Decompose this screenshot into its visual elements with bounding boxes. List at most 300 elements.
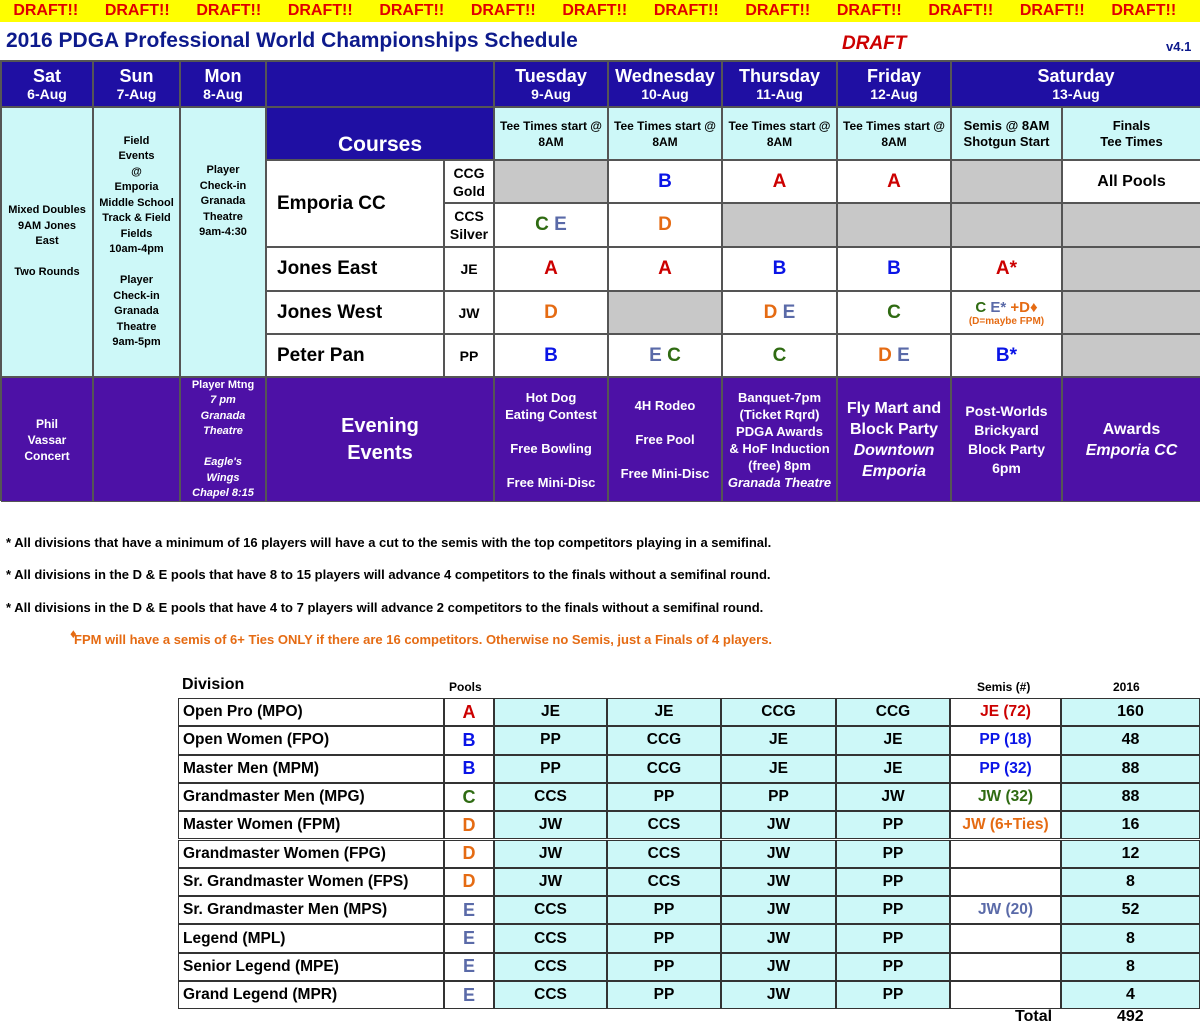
day-name: Mon <box>204 66 242 86</box>
semis-line: Semis @ 8AM <box>963 117 1050 133</box>
text-line: East <box>35 235 59 248</box>
note-2: * All divisions in the D & E pools that have 8 to 15 players will advance 4 competitors to the finals without a semifinal round. <box>6 567 771 582</box>
diamond-icon: ♦ <box>70 626 77 641</box>
pool-letters-colored: E C <box>649 344 681 366</box>
division-cell-count: 4 <box>1061 981 1200 1009</box>
division-row <box>178 698 1200 726</box>
evening-sat2 <box>951 377 1062 502</box>
pool-cell-je <box>1062 247 1200 291</box>
pool-letters-colored: A <box>772 170 787 192</box>
pool-label: All Pools <box>1097 172 1166 190</box>
division-cell-pool: D <box>444 840 494 868</box>
banner-draft-text: DRAFT!! <box>1019 2 1085 19</box>
division-cell-count: 16 <box>1061 811 1200 839</box>
pool-note: (D=maybe FPM) <box>968 315 1045 327</box>
day-header-thu <box>722 61 837 107</box>
evening-awards <box>1062 377 1200 502</box>
division-cell-semis <box>950 981 1061 1009</box>
division-cell-pool: D <box>444 868 494 896</box>
pools-header: Pools <box>449 680 482 694</box>
tee-time-line: 8AM <box>766 134 793 149</box>
division-header: Division <box>182 676 245 693</box>
course-emporia: Emporia CC <box>266 160 444 247</box>
mon-events <box>180 107 266 377</box>
division-cell-count: 48 <box>1061 726 1200 754</box>
pool-cell-jw <box>722 291 837 334</box>
course-tee: Gold <box>453 182 485 199</box>
pool-cell-je <box>608 247 722 291</box>
text-line: Emporia <box>114 181 159 193</box>
text-line: Concert <box>24 448 70 463</box>
division-cell-c1: CCS <box>494 924 607 952</box>
division-row <box>178 783 1200 811</box>
day-name: Tuesday <box>515 66 587 86</box>
pool-letters-colored: B <box>658 170 672 192</box>
division-cell-count: 88 <box>1061 755 1200 783</box>
division-cell-c4: PP <box>836 924 950 952</box>
division-cell-semis: JW (32) <box>950 783 1061 811</box>
tee-times-fri <box>837 107 951 160</box>
division-cell-c4: PP <box>836 981 950 1009</box>
course-je-abbr: JE <box>444 247 494 291</box>
division-cell-semis: PP (32) <box>950 755 1061 783</box>
day-name: Sat <box>32 66 61 86</box>
text-line: Evening <box>341 414 419 437</box>
pool-letters-colored: D E <box>878 344 910 366</box>
pool-cell-ccs <box>951 203 1062 247</box>
division-cell-name: Open Women (FPO) <box>178 726 444 754</box>
version-label: v4.1 <box>1166 39 1192 54</box>
division-cell-c2: CCG <box>607 755 721 783</box>
text-line: Mixed Doubles <box>8 204 86 217</box>
course-ccg <box>444 160 494 203</box>
division-row <box>178 726 1200 754</box>
division-cell-c1: JW <box>494 811 607 839</box>
division-cell-pool: E <box>444 981 494 1009</box>
course-code: CCS <box>454 208 484 224</box>
division-cell-c1: CCS <box>494 896 607 924</box>
division-cell-name: Grandmaster Men (MPG) <box>178 783 444 811</box>
pool-letters-colored: A* <box>995 258 1018 279</box>
division-cell-name: Grandmaster Women (FPG) <box>178 840 444 868</box>
course-pp-abbr: PP <box>444 334 494 377</box>
text-line: Granada <box>114 305 159 317</box>
day-date: 11-Aug <box>756 86 803 102</box>
division-cell-c2: CCS <box>607 840 721 868</box>
semis-count-header: Semis (#) <box>977 680 1031 694</box>
course-ccs <box>444 203 494 247</box>
division-cell-pool: B <box>444 755 494 783</box>
banner-draft-text: DRAFT!! <box>196 2 262 19</box>
tee-time-line: Tee Times start @ <box>614 118 716 133</box>
division-cell-c3: JE <box>721 726 836 754</box>
schedule-grid <box>0 60 1200 501</box>
course-jones-west: Jones West <box>266 291 444 334</box>
pool-letters-colored: C <box>772 344 787 366</box>
text-line: Two Rounds <box>14 266 80 279</box>
text-line: Post-Worlds <box>965 402 1048 419</box>
pool-letters-colored: B* <box>995 344 1018 366</box>
day-date: 9-Aug <box>531 86 571 102</box>
evening-line: Player Mtng <box>191 378 255 391</box>
division-cell-c3: JW <box>721 840 836 868</box>
day-date: 7-Aug <box>116 86 157 102</box>
note-1: * All divisions that have a minimum of 16 players will have a cut to the semis with the top competitors playing in a semifinal. <box>6 535 772 550</box>
course-tee: Silver <box>449 226 489 242</box>
evening-line: Awards <box>1102 420 1161 438</box>
evening-line: & HoF Induction <box>729 440 830 456</box>
tee-time-line: Tee Times start @ <box>500 118 602 133</box>
division-cell-c3: JW <box>721 924 836 952</box>
pool-letters-colored: D <box>658 214 672 235</box>
text-line: Granada <box>200 195 246 207</box>
text-line <box>135 258 138 274</box>
evening-line: (Ticket Rqrd) <box>739 406 820 422</box>
division-cell-c3: JE <box>721 755 836 783</box>
division-cell-count: 8 <box>1061 953 1200 981</box>
evening-line: Theatre <box>203 425 243 437</box>
text-line: Eating Contest <box>505 406 597 422</box>
text-line: Check-in <box>199 179 247 192</box>
pool-cell-jw <box>837 291 951 334</box>
text-line: Theatre <box>203 210 243 223</box>
text-line: 9AM Jones <box>17 219 77 232</box>
finals-line: Tee Times <box>1100 133 1163 149</box>
evening-events-label <box>266 377 494 502</box>
pool-letters-colored: C E <box>535 214 567 235</box>
division-cell-c2: CCS <box>607 811 721 839</box>
division-cell-c3: JW <box>721 953 836 981</box>
day-header-fri <box>837 61 951 107</box>
tee-times-tue <box>494 107 608 160</box>
course-code: CCG <box>453 164 485 181</box>
text-line: Hot Dog <box>525 389 577 405</box>
text-line: Field <box>123 134 150 147</box>
evening-sun <box>93 377 180 502</box>
pool-cell-je <box>951 247 1062 291</box>
division-cell-pool: E <box>444 896 494 924</box>
division-cell-name: Grand Legend (MPR) <box>178 981 444 1009</box>
division-cell-pool: E <box>444 953 494 981</box>
text-line: @ <box>131 165 142 178</box>
evening-line: Eagle's <box>203 456 243 468</box>
division-cell-c3: JW <box>721 811 836 839</box>
pool-cell-pp <box>951 334 1062 377</box>
division-cell-semis: JE (72) <box>950 698 1061 726</box>
banner-draft-text: DRAFT!! <box>562 2 628 19</box>
banner-draft-text: DRAFT!! <box>104 2 170 19</box>
division-cell-c1: JW <box>494 868 607 896</box>
division-cell-c1: JW <box>494 840 607 868</box>
day-date: 10-Aug <box>641 86 689 102</box>
division-cell-c3: PP <box>721 783 836 811</box>
draft-label: DRAFT <box>842 33 907 54</box>
evening-line: PDGA Awards <box>736 423 823 439</box>
text-line: Brickyard <box>974 421 1039 438</box>
day-date: 6-Aug <box>27 86 67 102</box>
pool-cell-ccg <box>494 160 608 203</box>
evening-line <box>221 440 224 456</box>
text-line: Track & Field <box>102 212 171 224</box>
division-row <box>178 755 1200 783</box>
finals-line: Finals <box>1112 117 1151 133</box>
pool-letters-colored: D E <box>763 301 796 323</box>
division-cell-c3: CCG <box>721 698 836 726</box>
pool-cell-pp <box>608 334 722 377</box>
pool-cell-je <box>494 247 608 291</box>
division-cell-c2: PP <box>607 896 721 924</box>
pool-cell-je <box>837 247 951 291</box>
pool-letters-colored: D <box>544 301 558 323</box>
pool-cell-jw <box>608 291 722 334</box>
day-header-mon <box>180 61 266 107</box>
division-cell-count: 8 <box>1061 924 1200 952</box>
evening-line: Emporia <box>861 462 926 480</box>
evening-line: Emporia CC <box>1085 441 1178 459</box>
day-header-tue <box>494 61 608 107</box>
day-name: Wednesday <box>615 66 715 86</box>
division-cell-pool: B <box>444 726 494 754</box>
pool-letters-colored: A <box>658 258 672 279</box>
pool-letters-colored: C <box>887 301 901 323</box>
day-date: 8-Aug <box>203 86 243 102</box>
banner-draft-text: DRAFT!! <box>1111 2 1177 19</box>
division-cell-c2: JE <box>607 698 721 726</box>
text-line <box>549 457 553 474</box>
text-line: Check-in <box>113 289 160 302</box>
banner-draft-text: DRAFT!! <box>287 2 353 19</box>
pool-cell-ccg <box>951 160 1062 203</box>
sun-events <box>93 107 180 377</box>
division-cell-c4: CCG <box>836 698 950 726</box>
text-line: Free Mini-Disc <box>620 466 710 481</box>
tee-time-line: Tee Times start @ <box>843 118 945 133</box>
division-cell-c4: PP <box>836 840 950 868</box>
division-cell-c4: JE <box>836 755 950 783</box>
evening-line: 7 pm <box>210 394 236 406</box>
division-cell-c1: PP <box>494 726 607 754</box>
evening-mon <box>180 377 266 502</box>
text-line <box>549 423 553 440</box>
evening-fri <box>837 377 951 502</box>
pool-cell-jw <box>1062 291 1200 334</box>
evening-thu <box>722 377 837 502</box>
text-line: Events <box>118 150 155 162</box>
course-jw-abbr: JW <box>444 291 494 334</box>
division-cell-pool: E <box>444 924 494 952</box>
division-row <box>178 981 1200 1009</box>
division-cell-c3: JW <box>721 981 836 1009</box>
tee-time-line: 8AM <box>881 134 907 149</box>
pool-letters-colored: B <box>544 344 558 366</box>
division-cell-c2: PP <box>607 981 721 1009</box>
evening-line: Banquet-7pm <box>737 389 822 405</box>
evening-tue <box>494 377 608 502</box>
pool-letters-colored: B <box>887 258 901 279</box>
division-cell-c3: JW <box>721 896 836 924</box>
division-cell-c4: PP <box>836 868 950 896</box>
division-cell-c1: CCS <box>494 981 607 1009</box>
division-cell-count: 8 <box>1061 868 1200 896</box>
division-cell-name: Senior Legend (MPE) <box>178 953 444 981</box>
division-cell-semis: JW (6+Ties) <box>950 811 1061 839</box>
division-row <box>178 840 1200 868</box>
tee-times-wed <box>608 107 722 160</box>
banner-draft-text: DRAFT!! <box>745 2 811 19</box>
division-cell-name: Legend (MPL) <box>178 924 444 952</box>
total-label: Total <box>1015 1008 1053 1025</box>
division-row <box>178 953 1200 981</box>
text-line: Free Bowling <box>510 440 592 456</box>
year-header: 2016 <box>1113 680 1140 694</box>
division-row <box>178 868 1200 896</box>
day-header-wed <box>608 61 722 107</box>
division-cell-count: 88 <box>1061 783 1200 811</box>
evening-line: Granada <box>200 409 246 422</box>
banner-draft-text: DRAFT!! <box>928 2 994 19</box>
text-line <box>45 250 48 266</box>
day-header-sat <box>1 61 93 107</box>
division-cell-c1: CCS <box>494 953 607 981</box>
evening-line: Granada Theatre <box>727 474 832 490</box>
tee-times-thu <box>722 107 837 160</box>
division-cell-name: Sr. Grandmaster Men (MPS) <box>178 896 444 924</box>
division-cell-c2: CCG <box>607 726 721 754</box>
division-row <box>178 811 1200 839</box>
text-line: 10am-4pm <box>109 243 164 255</box>
text-line: Middle School <box>99 196 174 209</box>
text-line: 6pm <box>992 459 1021 476</box>
division-cell-pool: D <box>444 811 494 839</box>
draft-banner <box>0 0 1200 22</box>
evening-line: Downtown <box>853 441 935 459</box>
pool-cell-pp <box>722 334 837 377</box>
pool-cell-jw <box>494 291 608 334</box>
sat-events <box>1 107 93 377</box>
division-cell-c1: JE <box>494 698 607 726</box>
day-name: Friday <box>866 66 922 86</box>
division-cell-name: Sr. Grandmaster Women (FPS) <box>178 868 444 896</box>
day-name: Thursday <box>738 66 821 86</box>
page-title: 2016 PDGA Professional World Championships Schedule <box>6 29 578 52</box>
evening-sat <box>1 377 93 502</box>
text-line: Block Party <box>967 440 1046 457</box>
pool-cell-je <box>722 247 837 291</box>
finals-header <box>1062 107 1200 160</box>
division-row <box>178 924 1200 952</box>
text-line: 4H Rodeo <box>634 398 696 413</box>
pool-cell-ccs <box>1062 203 1200 247</box>
text-line: Fields <box>120 227 153 240</box>
text-line: Free Pool <box>635 432 695 447</box>
evening-wed <box>608 377 722 502</box>
pool-cell-ccg <box>837 160 951 203</box>
text-line: Events <box>347 441 413 464</box>
banner-draft-text: DRAFT!! <box>653 2 719 19</box>
day-date: 12-Aug <box>870 86 918 102</box>
day-name: Saturday <box>1037 66 1115 86</box>
evening-line: (free) 8pm <box>748 457 811 473</box>
division-cell-semis <box>950 924 1061 952</box>
division-cell-count: 12 <box>1061 840 1200 868</box>
division-cell-name: Open Pro (MPO) <box>178 698 444 726</box>
pool-letters-colored: A <box>887 170 901 192</box>
division-cell-count: 160 <box>1061 698 1200 726</box>
division-cell-c2: CCS <box>607 868 721 896</box>
division-cell-name: Master Men (MPM) <box>178 755 444 783</box>
semis-line: Shotgun Start <box>963 133 1050 149</box>
division-cell-c1: CCS <box>494 783 607 811</box>
text-line <box>663 448 667 465</box>
pool-cell-ccs <box>494 203 608 247</box>
division-cell-name: Master Women (FPM) <box>178 811 444 839</box>
course-peter-pan: Peter Pan <box>266 334 444 377</box>
text-line: 9am-4:30 <box>199 226 247 238</box>
division-cell-c2: PP <box>607 924 721 952</box>
total-value: 492 <box>1117 1008 1144 1025</box>
semis-header <box>951 107 1062 160</box>
division-cell-c4: PP <box>836 811 950 839</box>
banner-draft-text: DRAFT!! <box>836 2 902 19</box>
pool-cell-pp <box>1062 334 1200 377</box>
division-cell-c1: PP <box>494 755 607 783</box>
note-4: FPM will have a semis of 6+ Ties ONLY if there are 16 competitors. Otherwise no Semis, just a Finals of 4 players. <box>74 632 773 647</box>
day-date: 13-Aug <box>1052 86 1100 102</box>
pool-cell-ccg <box>608 160 722 203</box>
division-cell-c4: JW <box>836 783 950 811</box>
division-cell-semis: JW (20) <box>950 896 1061 924</box>
tee-time-line: 8AM <box>652 134 678 149</box>
courses-header: Courses <box>266 107 494 160</box>
pool-cell-ccs <box>722 203 837 247</box>
text-line: Player <box>119 274 154 286</box>
division-cell-c4: JE <box>836 726 950 754</box>
day-name: Sun <box>119 66 154 86</box>
evening-line: Fly Mart and <box>846 399 942 417</box>
division-cell-c2: PP <box>607 953 721 981</box>
text-line: Phil <box>35 416 58 431</box>
pool-cell-ccs <box>837 203 951 247</box>
text-line: Player <box>206 164 240 176</box>
evening-line: Block Party <box>849 420 939 438</box>
division-cell-semis <box>950 953 1061 981</box>
day-header-sat2 <box>951 61 1200 107</box>
division-cell-pool: A <box>444 698 494 726</box>
division-cell-count: 52 <box>1061 896 1200 924</box>
course-jones-east: Jones East <box>266 247 444 291</box>
text-line <box>663 414 667 431</box>
tee-time-line: Tee Times start @ <box>728 118 831 133</box>
text-line: Free Mini-Disc <box>506 474 596 490</box>
evening-line: Chapel 8:15 <box>192 487 254 499</box>
pool-cell-ccg <box>1062 160 1200 203</box>
division-row <box>178 896 1200 924</box>
text-line: Vassar <box>27 432 67 447</box>
division-cell-semis <box>950 840 1061 868</box>
pool-letters-colored: B <box>772 258 787 279</box>
division-cell-c3: JW <box>721 868 836 896</box>
pool-cell-pp <box>494 334 608 377</box>
text-line: Theatre <box>116 320 157 333</box>
pool-cell-ccg <box>722 160 837 203</box>
pool-cell-pp <box>837 334 951 377</box>
pool-cell-ccs <box>608 203 722 247</box>
pool-cell-jw <box>951 291 1062 334</box>
division-cell-semis: PP (18) <box>950 726 1061 754</box>
banner-draft-text: DRAFT!! <box>470 2 536 19</box>
division-cell-semis <box>950 868 1061 896</box>
division-cell-c4: PP <box>836 953 950 981</box>
